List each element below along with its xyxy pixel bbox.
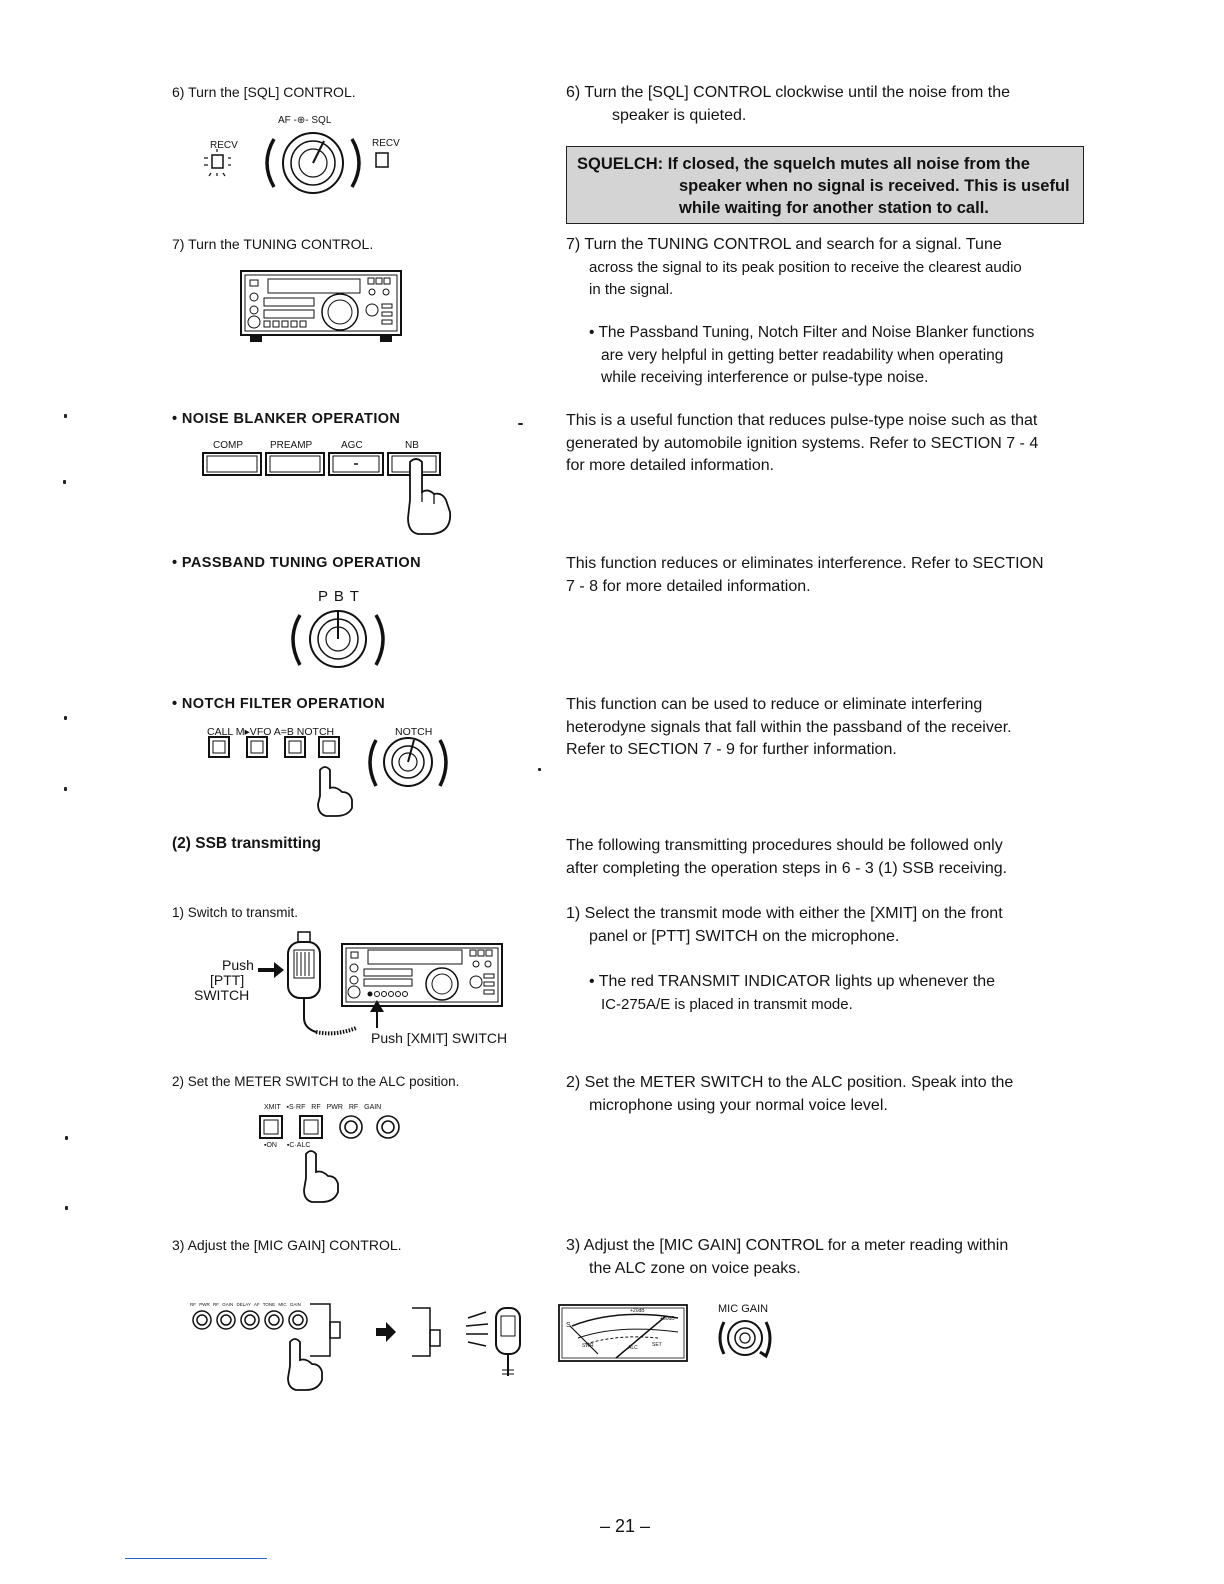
- ssb-line-2: after completing the operation steps in 6 - 3 (1) SSB receiving.: [566, 859, 1008, 877]
- ssb-transmitting-description: [566, 835, 1086, 880]
- tx-step-2-line-2: microphone using your normal voice level.: [589, 1096, 888, 1114]
- notch-description: [566, 694, 1086, 762]
- recv-left-label: RECV: [210, 140, 238, 151]
- notch-line-3: Refer to SECTION 7 - 9 for further information.: [566, 741, 897, 758]
- meter-set-label: SET: [652, 1342, 662, 1348]
- squelch-note-line-1: SQUELCH: If closed, the squelch mutes all noise from the: [577, 155, 1030, 173]
- margin-mark: [518, 423, 523, 425]
- tx-step-1-bullet-line-1: • The red TRANSMIT INDICATOR lights up whenever the: [589, 973, 996, 990]
- noise-blanker-line-3: for more detailed information.: [566, 457, 775, 474]
- agc-label: AGC: [341, 440, 363, 451]
- nb-label: NB: [405, 440, 419, 451]
- tx-step-3-line-2: the ALC zone on voice peaks.: [589, 1259, 801, 1277]
- push-label: Push: [222, 957, 254, 973]
- squelch-note-line-2: speaker when no signal is received. This is useful: [679, 177, 1070, 195]
- squelch-note-box: [566, 146, 1084, 224]
- step-7-line-1: 7) Turn the TUNING CONTROL and search for a signal. Tune: [566, 236, 1002, 253]
- tx-step-3-description: [566, 1235, 1086, 1280]
- mic-gain-label: MIC GAIN: [718, 1303, 769, 1315]
- step-7-bullet: [566, 322, 1086, 390]
- tx-step-2-instruction: 2) Set the METER SWITCH to the ALC position.: [172, 1074, 460, 1089]
- meter-swr-label: SWR: [582, 1343, 594, 1349]
- squelch-note-line-3: while waiting for another station to call.: [679, 199, 989, 217]
- footer-rule: [125, 1558, 267, 1559]
- step-6-description: [566, 82, 1086, 127]
- af-sql-label: AF -⊕- SQL: [278, 115, 332, 126]
- meter-switch-illustration: [258, 1114, 408, 1206]
- transceiver-illustration: [240, 270, 402, 344]
- margin-mark: [65, 1206, 68, 1210]
- knob-row-labels: RF PWR RF GAIN DELAY AF TONE MIC GAIN: [190, 1302, 301, 1307]
- passband-line-2: 7 - 8 for more detailed information.: [566, 577, 811, 595]
- notch-buttons-illustration: [208, 736, 458, 818]
- noise-blanker-line-1: This is a useful function that reduces pulse-type noise such as that: [566, 412, 1038, 429]
- recv-right-label: RECV: [372, 138, 400, 149]
- tx-step-1-instruction: 1) Switch to transmit.: [172, 905, 299, 920]
- notch-buttons-labels: CALL M▸VFO A=B NOTCH: [207, 726, 335, 738]
- mic-gain-adjust-illustration: [190, 1300, 530, 1392]
- margin-mark: [63, 480, 66, 484]
- step-7-bullet-line-2: are very helpful in getting better readability when operating: [601, 346, 1004, 364]
- margin-mark: [64, 716, 67, 720]
- preamp-label: PREAMP: [270, 440, 313, 451]
- noise-blanker-heading: • NOISE BLANKER OPERATION: [172, 411, 401, 427]
- margin-mark: [538, 768, 541, 771]
- meter-switch-bottom-labels: ▪ON ▪C·ALC: [264, 1142, 311, 1149]
- notch-line-1: This function can be used to reduce or eliminate interfering: [566, 696, 983, 713]
- sql-control-illustration: [200, 125, 410, 205]
- margin-mark: [64, 414, 67, 418]
- meter-alc-label: ALC: [628, 1345, 638, 1351]
- step-7-description: [566, 234, 1086, 302]
- switch-label: SWITCH: [194, 987, 250, 1003]
- ssb-transmitting-heading: (2) SSB transmitting: [172, 835, 321, 852]
- comp-label: COMP: [213, 440, 243, 451]
- tx-step-2-line-1: 2) Set the METER SWITCH to the ALC position. Speak into the: [566, 1074, 1014, 1091]
- tx-step-3-line-1: 3) Adjust the [MIC GAIN] CONTROL for a meter reading within: [566, 1237, 1009, 1254]
- tx-step-1-line-1: 1) Select the transmit mode with either the [XMIT] on the front: [566, 905, 1003, 922]
- noise-blanker-line-2: generated by automobile ignition systems. Refer to SECTION 7 - 4: [566, 434, 1039, 452]
- tx-step-1-bullet-line-2: IC-275A/E is placed in transmit mode.: [601, 995, 853, 1013]
- notch-heading: • NOTCH FILTER OPERATION: [172, 696, 386, 712]
- margin-mark: [65, 1136, 68, 1140]
- passband-line-1: This function reduces or eliminates interference. Refer to SECTION: [566, 555, 1044, 572]
- step-7-instruction: 7) Turn the TUNING CONTROL.: [172, 236, 374, 252]
- tx-step-2-description: [566, 1072, 1086, 1117]
- step-6-instruction: 6) Turn the [SQL] CONTROL.: [172, 84, 356, 100]
- step-7-bullet-line-3: while receiving interference or pulse-type noise.: [601, 369, 929, 386]
- tx-step-3-instruction: 3) Adjust the [MIC GAIN] CONTROL.: [172, 1237, 402, 1253]
- passband-description: [566, 553, 1086, 598]
- pbt-knob-illustration: [286, 605, 390, 673]
- meter-db2-label: +60dB: [660, 1316, 675, 1322]
- passband-heading: • PASSBAND TUNING OPERATION: [172, 555, 421, 571]
- meter-db1-label: +20dB: [630, 1308, 645, 1314]
- ssb-line-1: The following transmitting procedures should be followed only: [566, 837, 1003, 854]
- margin-mark: [64, 787, 67, 791]
- step-6-line-2: speaker is quieted.: [612, 106, 747, 124]
- ptt-label: [PTT]: [210, 972, 245, 988]
- noise-blanker-description: [566, 410, 1086, 478]
- pbt-knob-label: P B T: [318, 588, 360, 605]
- page-number: – 21 –: [600, 1516, 651, 1536]
- push-xmit-label: Push [XMIT] SWITCH: [371, 1030, 508, 1046]
- notch-knob-label: NOTCH: [395, 726, 433, 738]
- notch-line-2: heterodyne signals that fall within the passband of the receiver.: [566, 718, 1012, 736]
- mic-gain-knob-illustration: [716, 1316, 778, 1360]
- noise-blanker-buttons-illustration: [202, 452, 452, 538]
- tx-step-1-bullet: [566, 971, 1086, 1016]
- step-7-line-3: in the signal.: [589, 281, 674, 298]
- tx-step-1-description: [566, 903, 1086, 948]
- tx-step-1-line-2: panel or [PTT] SWITCH on the microphone.: [589, 927, 900, 945]
- meter-s-label: S: [566, 1322, 571, 1329]
- step-7-line-2: across the signal to its peak position to receive the clearest audio: [589, 258, 1022, 276]
- meter-switch-top-labels: XMIT ▪S·RF RF PWR RF GAIN: [264, 1104, 382, 1111]
- step-6-line-1: 6) Turn the [SQL] CONTROL clockwise until the noise from the: [566, 84, 1011, 101]
- step-7-bullet-line-1: • The Passband Tuning, Notch Filter and Noise Blanker functions: [589, 324, 1035, 341]
- meter-face-illustration: [558, 1304, 688, 1362]
